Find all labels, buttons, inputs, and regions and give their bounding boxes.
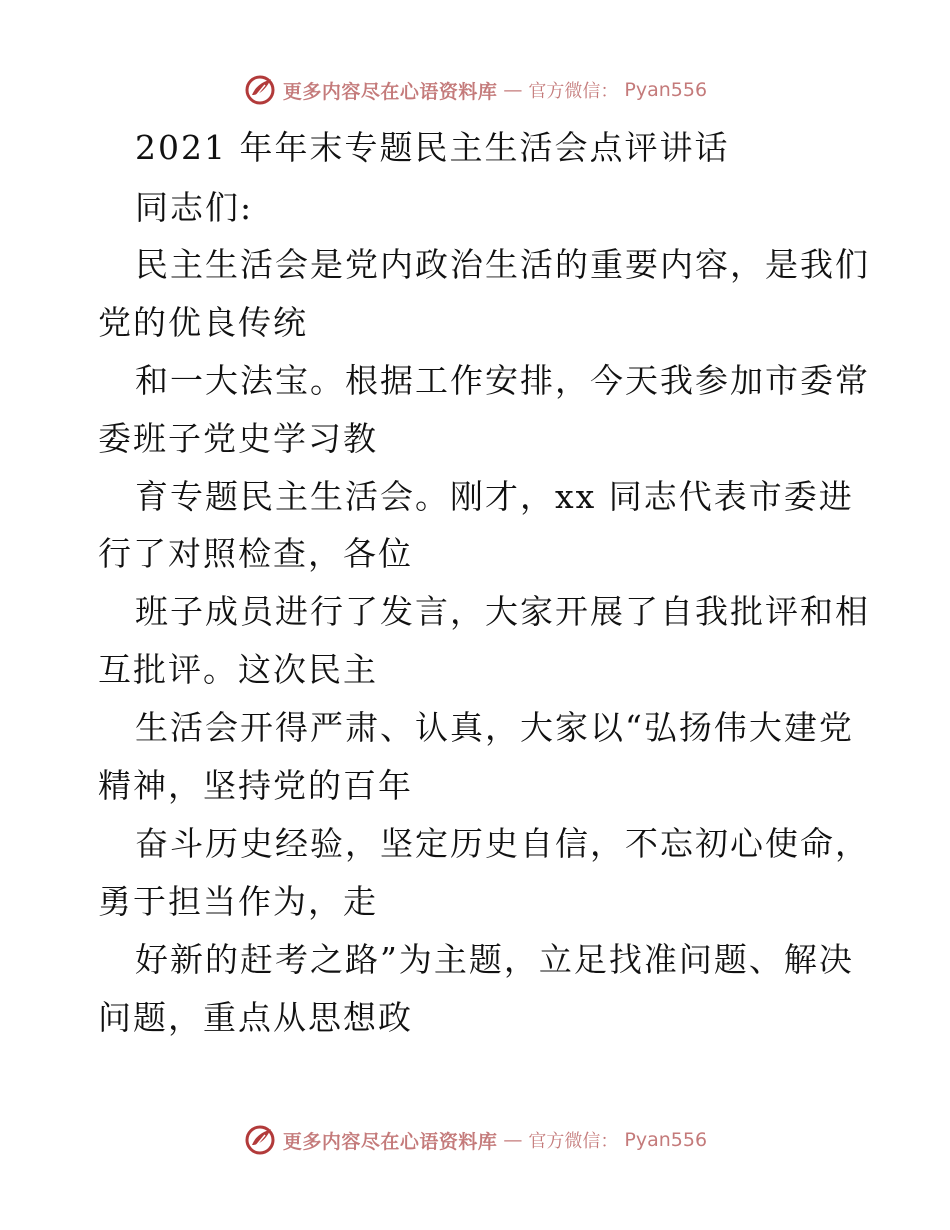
salutation: 同志们: (135, 188, 254, 227)
paragraph-line: 好新的赶考之路”为主题，立足找准问题、解决 (135, 940, 854, 979)
paragraph-line: 和一大法宝。根据工作安排，今天我参加市委常 (135, 361, 870, 400)
watermark-wechat-label: 官方微信： (528, 1131, 619, 1152)
watermark-wechat-label: 官方微信： (528, 81, 619, 102)
paragraph-line: 党的优良传统 (98, 303, 308, 342)
header-watermark (0, 70, 950, 110)
paragraph-line: 互批评。这次民主 (98, 650, 378, 689)
document-title: 2021 年年末专题民主生活会点评讲话 (135, 128, 730, 167)
paragraph-line: 奋斗历史经验，坚定历史自信，不忘初心使命， (135, 824, 870, 863)
footer-watermark (0, 1120, 950, 1160)
paragraph-line: 民主生活会是党内政治生活的重要内容，是我们 (135, 245, 870, 284)
leaf-swirl-logo-icon (243, 73, 277, 107)
paragraph-line: 行了对照检查，各位 (98, 534, 413, 573)
paragraph-line: 问题，重点从思想政 (98, 998, 413, 1037)
paragraph-line: 生活会开得严肃、认真，大家以“弘扬伟大建党 (135, 708, 854, 747)
paragraph-line: 班子成员进行了发言，大家开展了自我批评和相 (135, 592, 870, 631)
leaf-swirl-logo-icon (243, 1123, 277, 1157)
paragraph-line: 勇于担当作为，走 (98, 882, 378, 921)
watermark-wechat-id: Pyan556 (624, 79, 708, 101)
watermark-site-text: 更多内容尽在心语资料库 (282, 80, 498, 103)
watermark-dash: — (503, 1129, 523, 1151)
watermark-site-text: 更多内容尽在心语资料库 (282, 1130, 498, 1153)
paragraph-line: 精神，坚持党的百年 (98, 766, 413, 805)
watermark-dash: — (503, 79, 523, 101)
paragraph-line: 委班子党史学习教 (98, 419, 378, 458)
paragraph-line: 育专题民主生活会。刚才，xx 同志代表市委进 (135, 477, 854, 516)
watermark-wechat-id: Pyan556 (624, 1129, 708, 1151)
